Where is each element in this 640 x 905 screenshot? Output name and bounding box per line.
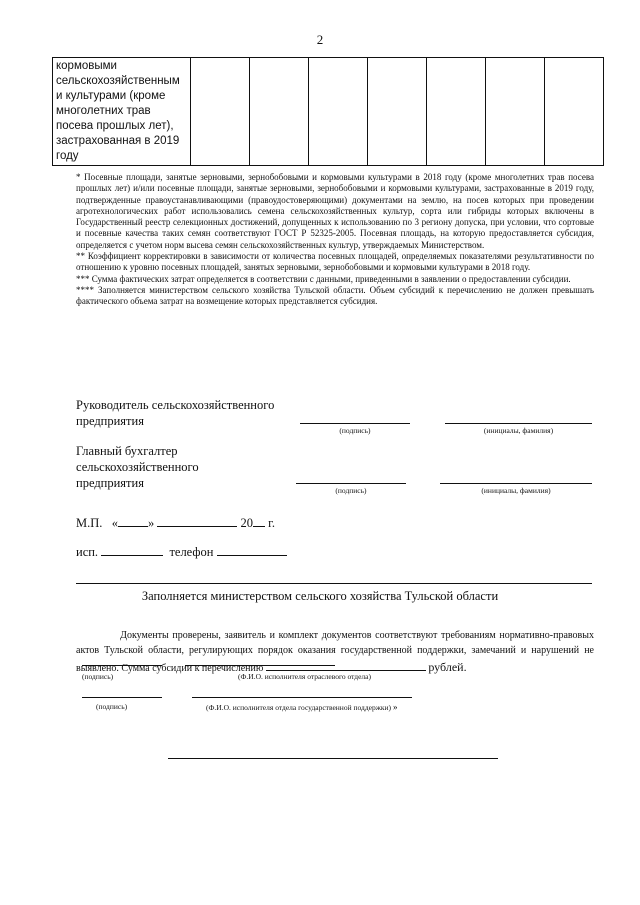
table-row — [53, 58, 604, 166]
ministry-signature-caption-1: (подпись) — [82, 672, 114, 681]
table-cell — [545, 58, 604, 166]
ministry-paragraph-text: Документы проверены, заявитель и комплект документов соответствуют требованиям нормативно-правовых актов Тульской области, регулирующих порядок оказания государственной поддержки, замечаний и нарушений не выявлено. Сумма субсидии к перечислению — [76, 630, 594, 674]
executor-field[interactable] — [101, 543, 163, 556]
table-cell — [309, 58, 368, 166]
ministry-fio-line-2 — [192, 697, 412, 698]
ministry-title: Заполняется министерством сельского хозяйства Тульской области — [141, 589, 499, 603]
closing-quote: » — [392, 702, 398, 712]
table-cell — [191, 58, 250, 166]
head-initials-caption: (инициалы, фамилия) — [483, 426, 554, 435]
table-cell — [368, 58, 427, 166]
bottom-separator — [168, 758, 498, 759]
footnotes — [76, 172, 594, 308]
table-cell — [427, 58, 486, 166]
footnote-3: *** Сумма фактических затрат определяется в соответствии с данными, приведенными в заявлении о предоставлении субсидии. — [76, 273, 571, 284]
ministry-fio-caption-1: (Ф.И.О. исполнителя отраслевого отдела) — [238, 672, 372, 681]
page-number: 2 — [316, 32, 324, 47]
head-signature-line — [300, 423, 410, 424]
footnote-2: ** Коэффициент корректировки в зависимости от количества посевных площадей, определяемых показателями результативности по отношению к уровню посевных площадей, занятых зерновыми, зернобобовыми и кормовыми культурами в 2018 году. — [76, 251, 594, 273]
year-prefix: 20 — [240, 516, 254, 530]
footnote-4: **** Заполняется министерством сельского хозяйства Тульской области. Объем субсидий к перечислению не должен превышать фактического объема затрат на возмещение которых представляется субсидия. — [76, 284, 594, 307]
ministry-fio-caption-2-wrap — [206, 702, 436, 712]
rubles-label: рублей. — [428, 660, 467, 674]
day-field[interactable] — [118, 514, 148, 527]
data-table — [52, 57, 604, 166]
executor-line — [76, 543, 287, 560]
ministry-signature-line-1 — [82, 665, 162, 666]
ministry-fio-line-1 — [185, 665, 335, 666]
footnote-1: * Посевные площади, занятые зерновыми, зернобобовыми и кормовыми культурами в 2018 году (кроме многолетних трав посева прошлых лет) и/или посевные площади, занятые зерновыми, зернобобовыми и кормовыми культурами, застрахованные в 2019 году, подтвержденные правоустанавливающими (правоудостоверяющими) документами на землю, на посев которых при проведении агротехнологических работ использовались семена сельскохозяйственных культур, сорта или гибриды которых включены в Государственный реестр селекционных достижений, допущенных к использованию по 3 региону допуска, при условии, что сортовые и посевные качества таких семян соответствуют ГОСТ Р 52325-2005. Посевная площадь, на которую предоставляется субсидия, определяется с учетом норм высева семян сельскохозяйственных культур, утверждаемых Министерством. — [76, 172, 594, 250]
accountant-signature-caption: (подпись) — [335, 486, 367, 495]
isp-label: исп. — [76, 545, 99, 559]
section-divider — [76, 583, 592, 584]
phone-label: телефон — [169, 545, 214, 559]
year-suffix: г. — [268, 516, 275, 530]
table-cell — [250, 58, 309, 166]
head-initials-line — [445, 423, 592, 424]
head-signature-caption: (подпись) — [339, 426, 371, 435]
ministry-signature-line-2 — [82, 697, 162, 698]
row-label: кормовыми сельскохозяйственным и культурами (кроме многолетних трав посева прошлых лет), застрахованная в 2019 году — [53, 58, 191, 166]
quote-close: » — [148, 516, 155, 530]
stamp-date-line — [76, 514, 275, 531]
quote-open: « — [111, 516, 119, 530]
accountant-signature-line — [296, 483, 406, 484]
ministry-fio-caption-2: (Ф.И.О. исполнителя отдела государственной поддержки) — [206, 703, 392, 712]
accountant-initials-caption: (инициалы, фамилия) — [481, 486, 551, 495]
mp-label: М.П. — [76, 516, 103, 530]
accountant-initials-line — [440, 483, 592, 484]
accountant-title: Главный бухгалтер сельскохозяйственного предприятия — [76, 444, 199, 490]
month-field[interactable] — [157, 514, 237, 527]
ministry-paragraph — [76, 628, 594, 676]
head-title: Руководитель сельскохозяйственного предприятия — [76, 398, 275, 428]
ministry-signature-caption-2: (подпись) — [96, 702, 128, 711]
table-cell — [486, 58, 545, 166]
year-field[interactable] — [253, 514, 265, 527]
phone-field[interactable] — [217, 543, 287, 556]
